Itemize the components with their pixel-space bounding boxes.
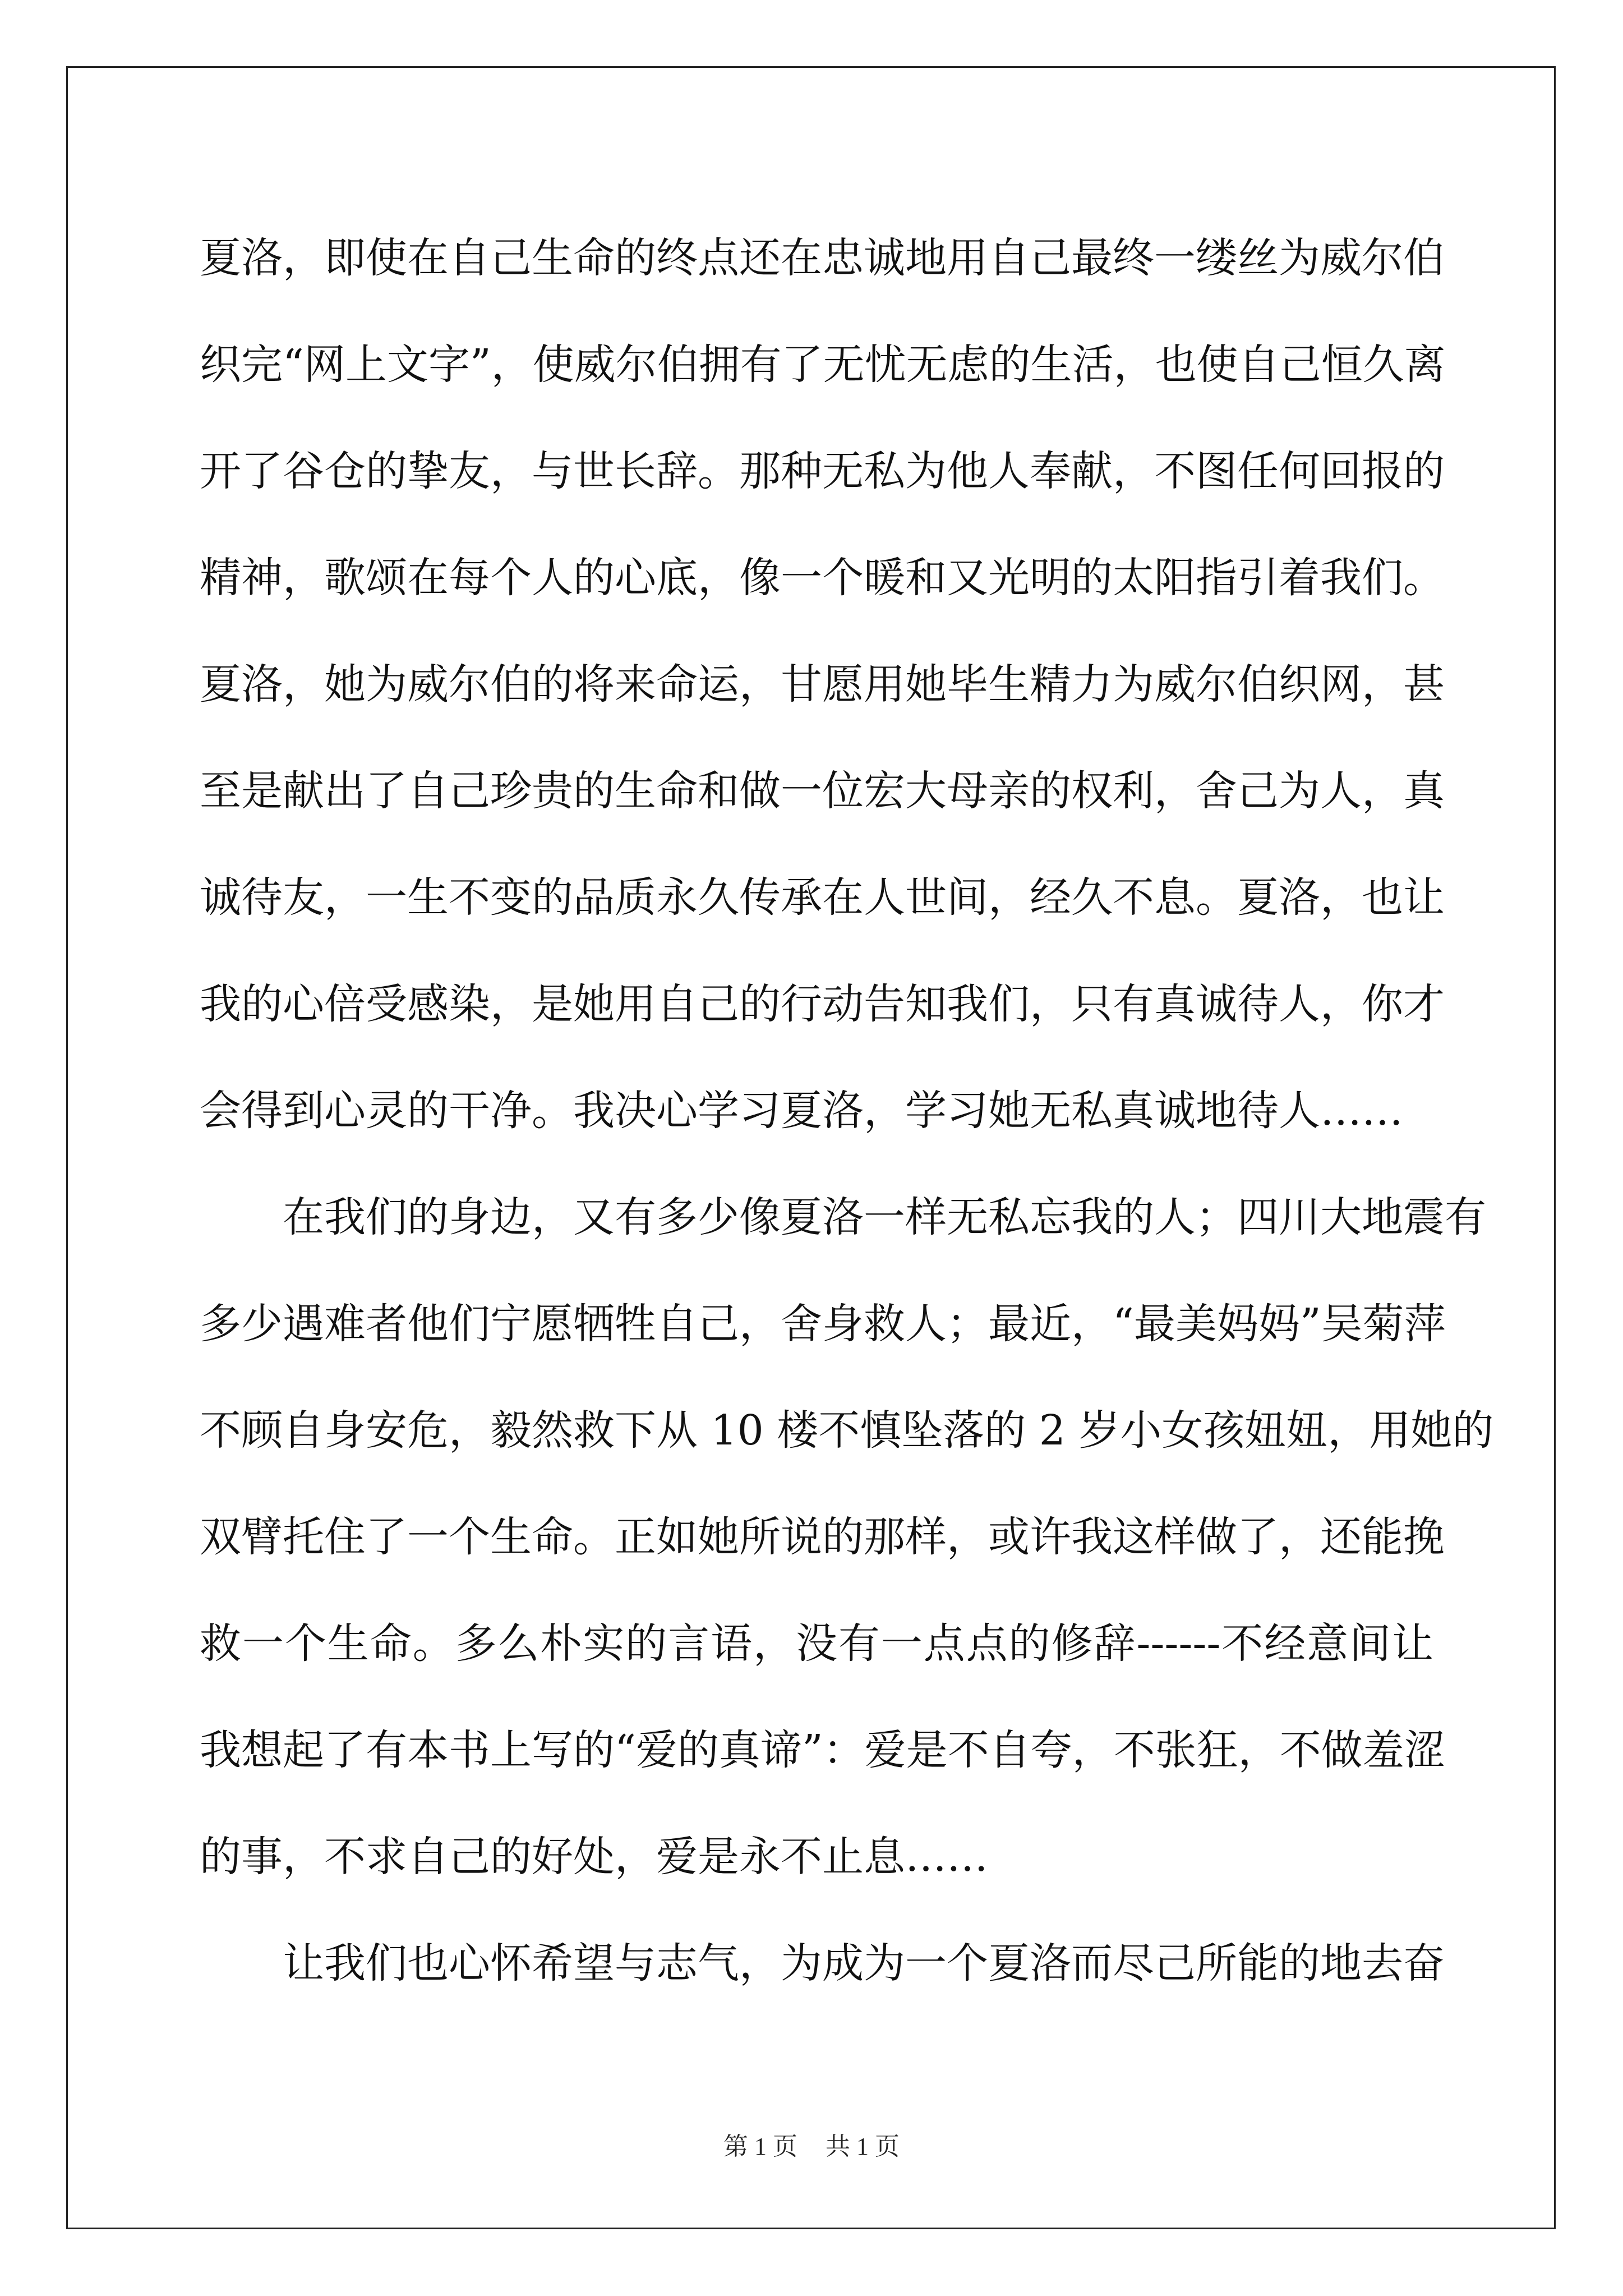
text-line: 夏洛，她为威尔伯的将来命运，甘愿用她毕生精力为威尔伯织网，甚 (200, 660, 1445, 708)
text-line: 开了谷仓的挚友，与世长辞。那种无私为他人奉献，不图任何回报的 (200, 447, 1445, 495)
document-body (200, 213, 1494, 2025)
text-line: 的事，不求自己的好处，爱是永不止息…… (200, 1833, 988, 1881)
page-total: 共 1 页 (826, 2133, 900, 2160)
text-line: 我想起了有本书上写的“爱的真谛”：爱是不自夸，不张狂，不做羞涩 (200, 1726, 1446, 1774)
paragraph-first-line: 在我们的身边，又有多少像夏洛一样无私忘我的人；四川大地震有 (283, 1193, 1486, 1241)
text-line: 至是献出了自己珍贵的生命和做一位宏大母亲的权利，舍己为人，真 (200, 767, 1445, 815)
text-line: 诚待友，一生不变的品质永久传承在人世间，经久不息。夏洛，也让 (200, 873, 1445, 922)
text-line: 织完“网上文字”，使威尔伯拥有了无忧无虑的生活，也使自己恒久离 (200, 341, 1446, 389)
page-footer (0, 2126, 1623, 2162)
text-line: 我的心倍受感染，是她用自己的行动告知我们，只有真诚待人，你才 (200, 980, 1445, 1028)
text-line: 多少遇难者他们宁愿牺牲自己，舍身救人；最近，“最美妈妈”吴菊萍 (200, 1300, 1446, 1348)
page-number: 第 1 页 (723, 2133, 797, 2160)
text-line: 会得到心灵的干净。我决心学习夏洛，学习她无私真诚地待人…… (200, 1087, 1403, 1135)
text-line: 救一个生命。多么朴实的言语，没有一点点的修辞------不经意间让 (200, 1619, 1433, 1668)
text-line: 不顾自身安危，毅然救下从 10 楼不慎坠落的 2 岁小女孩妞妞，用她的 (200, 1406, 1494, 1455)
paragraph-first-line: 让我们也心怀希望与志气，为成为一个夏洛而尽己所能的地去奋 (283, 1939, 1445, 1987)
text-line: 夏洛，即使在自己生命的终点还在忠诚地用自己最终一缕丝为威尔伯 (200, 234, 1445, 282)
text-line: 精神，歌颂在每个人的心底，像一个暖和又光明的太阳指引着我们。 (200, 554, 1445, 602)
text-line: 双臂托住了一个生命。正如她所说的那样，或许我这样做了，还能挽 (200, 1513, 1445, 1561)
